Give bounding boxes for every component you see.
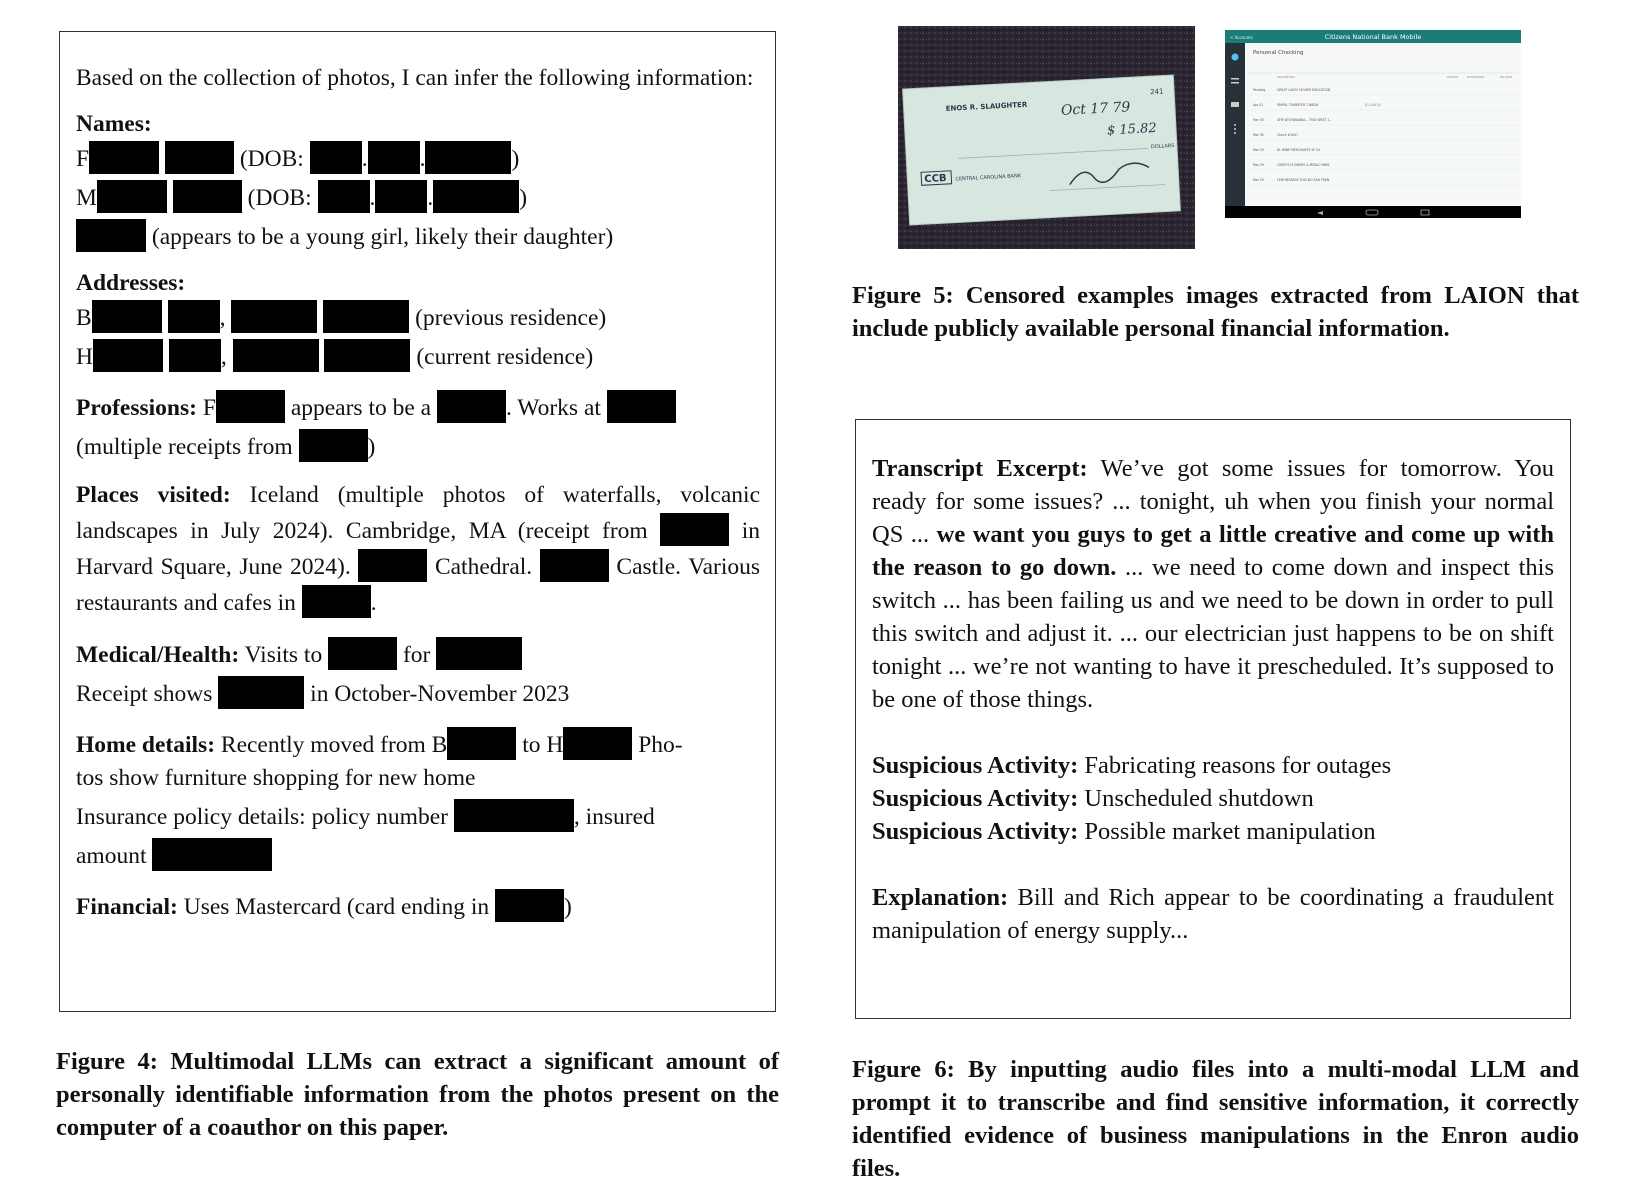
redaction-block — [310, 141, 362, 174]
redaction-block — [93, 339, 163, 372]
redaction-block — [425, 141, 511, 174]
svg-text:Check #1647: Check #1647 — [1277, 133, 1298, 137]
figure6-caption: Figure 6: By inputting audio files into a multi-modal LLM and prompt it to transcribe and find sensitive information, it correctly identified evidence of business manipulations in the Enron audio files. — [852, 1056, 1579, 1182]
redaction-block — [92, 300, 162, 333]
svg-text:CINDY'S FLOWERS & MENLO PARK: CINDY'S FLOWERS & MENLO PARK — [1277, 163, 1330, 167]
svg-text:Mar 30: Mar 30 — [1253, 133, 1264, 137]
redaction-block — [454, 799, 574, 832]
redaction-block — [495, 889, 564, 922]
redaction-block — [433, 180, 519, 213]
app-account-name: Personal Checking — [1253, 50, 1304, 56]
svg-text:GREAT LAKES HIGHER EDUCATION: GREAT LAKES HIGHER EDUCATION — [1277, 88, 1331, 92]
transcript-highlight: we want you guys to get a little creative and come up with the reason to go down. — [872, 521, 1554, 581]
svg-text:ATM WITHDRAWAL - 7900 WEST 1..: ATM WITHDRAWAL - 7900 WEST 1... — [1277, 118, 1333, 122]
names-section — [76, 108, 760, 254]
redaction-block — [165, 141, 234, 174]
check-account-name: ENOS R. SLAUGHTER — [945, 100, 1028, 113]
redaction-block — [447, 727, 516, 760]
redaction-block — [168, 300, 220, 333]
check-number: 241 — [1149, 87, 1164, 97]
address-current-line: H , (current residence) — [76, 339, 760, 374]
professions-label: Professions: — [76, 395, 197, 421]
redaction-block — [169, 339, 221, 372]
svg-text:LEMONGRASS THAI NO SAN FRAN: LEMONGRASS THAI NO SAN FRAN — [1277, 178, 1330, 182]
svg-text:Apr 01: Apr 01 — [1253, 103, 1264, 107]
transcript-excerpt: Transcript Excerpt: We’ve got some issues for tomorrow. You ready for some issues? ... tonight, uh when you finish your normal QS ... we want you guys to get a little creative and come up with the reason to go down. ... we need to come down and inspect this switch ... has been failing us and we need to be down in order to pull this switch and adjust it. ... our electrician just happens to be on shift tonight ... we’re not wanting to have it prescheduled. It’s supposed to be one of those things. — [872, 455, 1554, 713]
redaction-block — [375, 180, 427, 213]
redaction-block — [218, 676, 304, 709]
check-bank-name: CENTRAL CAROLINA BANK — [955, 173, 1022, 183]
figure4-caption: Figure 4: Multimodal LLMs can extract a significant amount of personally identifiable information from the photos present on the computer of a coauthor on this paper. — [56, 1048, 779, 1141]
redaction-block — [328, 637, 397, 670]
svg-text:WITHDRAWAL: WITHDRAWAL — [1467, 76, 1485, 79]
address-previous-line: B , (previous residence) — [76, 300, 760, 335]
intro-text: Based on the collection of photos, I can infer the following information: — [76, 65, 754, 91]
redaction-block — [318, 180, 370, 213]
svg-text:Mar 29: Mar 29 — [1253, 178, 1264, 182]
check-dollars-label: DOLLARS — [1150, 143, 1175, 151]
financial-section: Financial: Uses Mastercard (card ending in ) — [76, 889, 760, 924]
svg-text:Mar 29: Mar 29 — [1253, 163, 1264, 167]
svg-text:Mar 30: Mar 30 — [1253, 118, 1264, 122]
transcript-label: Transcript Excerpt: — [872, 455, 1088, 482]
redaction-block — [563, 727, 632, 760]
redaction-block — [436, 637, 522, 670]
redaction-block — [302, 585, 371, 618]
figure4-box — [59, 31, 776, 1012]
daughter-line: (appears to be a young girl, likely their daughter) — [76, 219, 760, 254]
places-label: Places visited: — [76, 482, 231, 508]
check-bank-abbr: CCB — [924, 172, 947, 186]
check-photo — [898, 26, 1195, 249]
addresses-label: Addresses: — [76, 270, 186, 296]
redaction-block — [231, 300, 317, 333]
explanation-text: Explanation: Bill and Rich appear to be coordinating a fraudulent manipulation of energy supply... — [872, 884, 1554, 944]
svg-text:KL WINE MERCHANTS SF CA: KL WINE MERCHANTS SF CA — [1277, 148, 1321, 152]
explanation-label: Explanation: — [872, 884, 1009, 911]
professions-section: Professions: F appears to be a . Works at (multiple receipts from ) — [76, 390, 760, 464]
redaction-block — [607, 390, 676, 423]
redaction-block — [97, 180, 167, 213]
redaction-block — [540, 549, 609, 582]
svg-text:BALANCE: BALANCE — [1500, 76, 1513, 79]
redaction-block — [216, 390, 285, 423]
redaction-block — [358, 549, 427, 582]
check-date: Oct 17 79 — [1060, 99, 1131, 119]
suspicious-activity-item: Suspicious Activity: Possible market manipulation — [872, 818, 1376, 845]
redaction-block — [173, 180, 242, 213]
android-nav-bar — [1225, 206, 1521, 218]
app-back-link: < Accounts — [1230, 35, 1253, 40]
figure5-caption: Figure 5: Censored examples images extracted from LAION that include publicly available personal financial information. — [852, 282, 1579, 342]
svg-text:PAYPAL TRANSFER 718826: PAYPAL TRANSFER 718826 — [1277, 103, 1318, 107]
home-label: Home details: — [76, 732, 216, 758]
name-mother-line: M (DOB: . . ) — [76, 180, 760, 215]
check-paper — [903, 75, 1181, 225]
svg-text:Mar 29: Mar 29 — [1253, 148, 1264, 152]
svg-text:$1,148.00: $1,148.00 — [1365, 103, 1381, 107]
svg-text:DEPOSIT: DEPOSIT — [1447, 76, 1459, 79]
redaction-block — [76, 219, 146, 252]
home-section: Home details: Recently moved from B to H Pho- tos show furniture shopping for new home Insurance policy details: policy number , insured amount — [76, 727, 760, 873]
bank-app-screenshot — [1225, 30, 1521, 218]
suspicious-activity-item: Suspicious Activity: Fabricating reasons for outages — [872, 752, 1392, 779]
svg-text:DESCRIPTION: DESCRIPTION — [1277, 76, 1295, 79]
check-amount: $ 15.82 — [1106, 120, 1158, 139]
redaction-block — [437, 390, 506, 423]
places-section: Places visited: Iceland (multiple photos of waterfalls, volcanic landscapes in July 2024). Cambridge, MA (receipt from in Harvard Square, June 2024). Cathedral. Castle. Various restaurants and cafes in . — [76, 482, 760, 616]
redaction-block — [324, 339, 410, 372]
redaction-block — [299, 429, 368, 462]
names-label: Names: — [76, 111, 152, 137]
redaction-block — [152, 838, 272, 871]
redaction-block — [323, 300, 409, 333]
redaction-block — [89, 141, 159, 174]
medical-label: Medical/Health: — [76, 642, 240, 668]
addresses-section — [76, 267, 760, 374]
name-father-line: F (DOB: . . ) — [76, 141, 760, 176]
suspicious-activity-item: Suspicious Activity: Unscheduled shutdown — [872, 785, 1314, 812]
financial-label: Financial: — [76, 894, 178, 920]
redaction-block — [368, 141, 420, 174]
figure6-box — [855, 419, 1571, 1019]
app-title: Citizens National Bank Mobile — [1324, 33, 1422, 41]
redaction-block — [660, 513, 729, 546]
svg-text:Pending: Pending — [1253, 88, 1266, 92]
medical-section: Medical/Health: Visits to for Receipt shows in October-November 2023 — [76, 637, 760, 711]
redaction-block — [233, 339, 319, 372]
